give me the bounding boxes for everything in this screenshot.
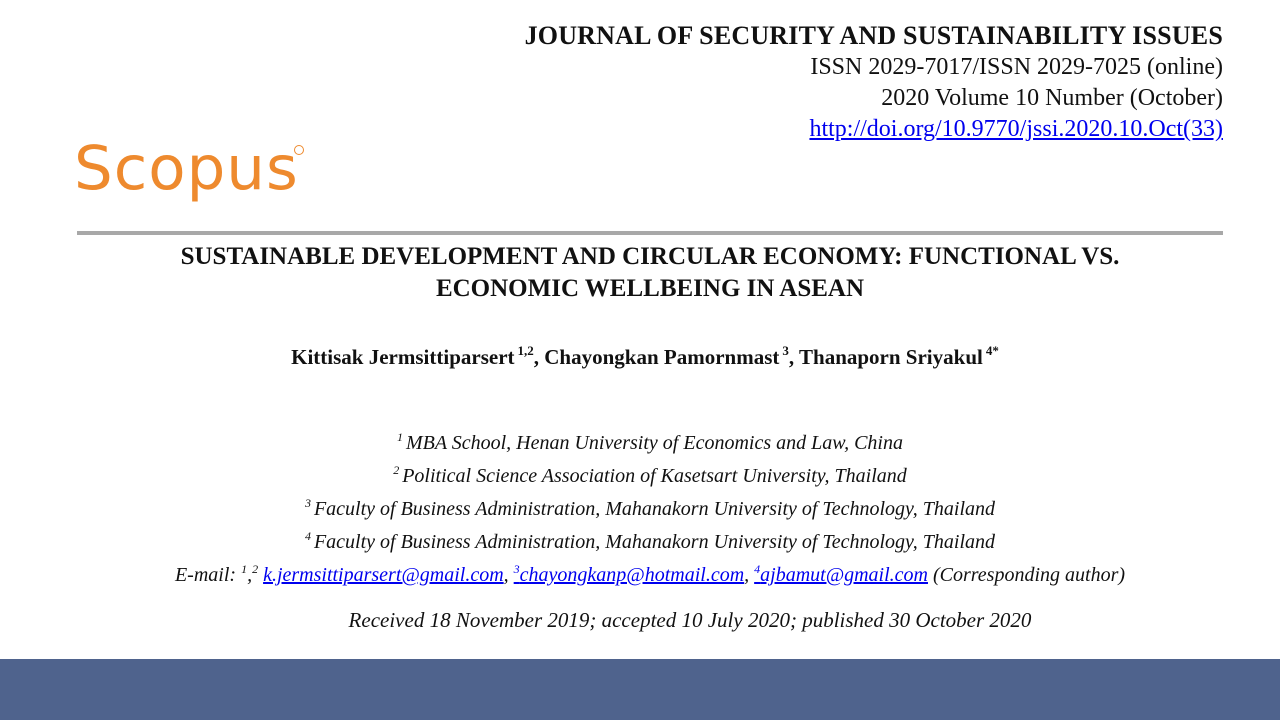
email-line <box>0 555 1280 589</box>
journal-doi-link[interactable]: http://doi.org/10.9770/jssi.2020.10.Oct(33) <box>809 116 1223 142</box>
author-list <box>0 336 1280 372</box>
author-name: Thanaporn Sriyakul <box>799 345 983 369</box>
email-link-text: ajbamut@gmail.com <box>760 564 928 586</box>
affiliation-list <box>0 424 1280 556</box>
journal-issn: ISSN 2029-7017/ISSN 2029-7025 (online) <box>810 54 1223 80</box>
publication-dates: Received 18 November 2019; accepted 10 July 2020; published 30 October 2020 <box>348 608 1032 632</box>
author-name: Kittisak Jermsittiparsert <box>291 345 515 369</box>
author-affiliation-sup: 3 <box>782 343 789 358</box>
author-separator: , <box>533 345 545 369</box>
affiliation-text: Faculty of Business Administration, Mahanakorn University of Technology, Thailand <box>313 531 996 553</box>
email-sup: 2 <box>252 562 259 576</box>
author-separator: , <box>788 345 800 369</box>
author-affiliation-sup: 1,2 <box>517 343 534 358</box>
email-link-ajbamut[interactable] <box>754 564 928 586</box>
email-label: E-mail: <box>174 564 242 586</box>
footer-bar <box>0 659 1280 720</box>
affiliation-text: Political Science Association of Kasetsart University, Thailand <box>402 465 907 487</box>
affiliation-number: 4 <box>304 529 311 543</box>
affiliation-number: 1 <box>397 430 403 444</box>
affiliation-item <box>0 457 1280 490</box>
affiliation-item <box>0 523 1280 556</box>
email-separator: , <box>744 564 755 586</box>
email-comma: , <box>247 564 253 586</box>
affiliation-number: 2 <box>393 463 400 477</box>
affiliation-text: MBA School, Henan University of Economics and Law, China <box>406 432 903 454</box>
registered-mark-icon <box>294 145 304 155</box>
journal-title: JOURNAL OF SECURITY AND SUSTAINABILITY ISSUES <box>524 21 1223 50</box>
email-separator: , <box>503 564 514 586</box>
affiliation-number: 3 <box>304 496 311 510</box>
author-name: Chayongkan Pamornmast <box>544 345 780 369</box>
header-divider <box>77 231 1223 235</box>
email-sup: 4 <box>754 562 761 576</box>
author-affiliation-sup: 4* <box>985 343 999 358</box>
scopus-logo <box>74 134 299 204</box>
email-sup: 1 <box>241 562 248 576</box>
email-link-text: chayongkanp@hotmail.com <box>519 564 745 586</box>
paper-title-line-2: ECONOMIC WELLBEING IN ASEAN <box>435 275 865 302</box>
affiliation-text: Faculty of Business Administration, Mahanakorn University of Technology, Thailand <box>313 498 996 520</box>
email-sup: 3 <box>513 562 520 576</box>
email-link-jermsittiparsert[interactable]: k.jermsittiparsert@gmail.com <box>263 564 504 586</box>
affiliation-item <box>0 490 1280 523</box>
email-link-chayongkanp[interactable] <box>514 564 744 586</box>
journal-issue: 2020 Volume 10 Number (October) <box>881 85 1223 111</box>
paper-title-line-1: SUSTAINABLE DEVELOPMENT AND CIRCULAR ECONOMY: FUNCTIONAL VS. <box>180 243 1120 270</box>
journal-header <box>525 20 1223 145</box>
affiliation-item <box>0 424 1280 457</box>
paper-title <box>70 241 1230 305</box>
scopus-logo-text: Scopus <box>74 133 299 204</box>
corresponding-author-note: (Corresponding author) <box>927 564 1126 586</box>
